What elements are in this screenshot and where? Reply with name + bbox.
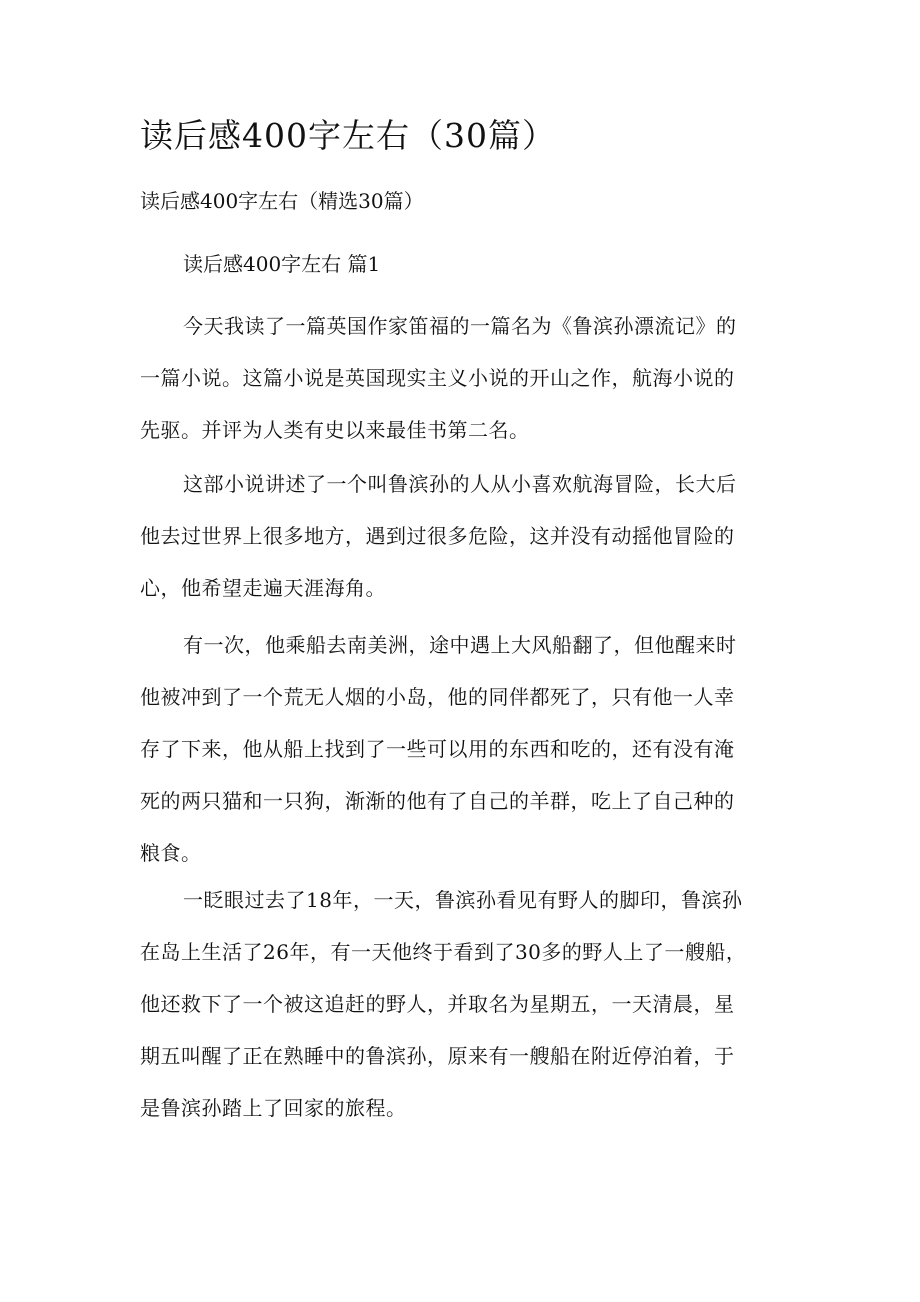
paragraph-line: 在岛上生活了26年，有一天他终于看到了30多的野人上了一艘船， <box>140 940 747 964</box>
paragraph-line: 他还救下了一个被这追赶的野人，并取名为星期五，一天清晨，星 <box>140 992 735 1016</box>
paragraph-line: 他去过世界上很多地方，遇到过很多危险，这并没有动摇他冒险的 <box>140 524 735 548</box>
paragraph-3 <box>140 627 790 887</box>
paragraph-4 <box>140 882 790 1142</box>
paragraph-line: 死的两只猫和一只狗，渐渐的他有了自己的羊群，吃上了自己种的 <box>140 789 735 813</box>
section-heading: 读后感400字左右 篇1 <box>183 252 381 276</box>
document-title: 读后感400字左右（30篇） <box>140 116 556 155</box>
paragraph-line: 粮食。 <box>140 841 202 865</box>
paragraph-line: 心，他希望走遍天涯海角。 <box>140 576 386 600</box>
paragraph-line: 这部小说讲述了一个叫鲁滨孙的人从小喜欢航海冒险，长大后 <box>183 472 737 496</box>
paragraph-line: 一篇小说。这篇小说是英国现实主义小说的开山之作，航海小说的 <box>140 366 735 390</box>
paragraph-line: 今天我读了一篇英国作家笛福的一篇名为《鲁滨孙漂流记》的 <box>183 314 737 338</box>
paragraph-2 <box>140 466 790 622</box>
paragraph-line: 有一次，他乘船去南美洲，途中遇上大风船翻了，但他醒来时 <box>183 633 737 657</box>
document-subtitle: 读后感400字左右（精选30篇） <box>140 189 424 213</box>
paragraph-line: 先驱。并评为人类有史以来最佳书第二名。 <box>140 418 530 442</box>
paragraph-1 <box>140 308 790 464</box>
paragraph-line: 他被冲到了一个荒无人烟的小岛，他的同伴都死了，只有他一人幸 <box>140 685 735 709</box>
paragraph-line: 是鲁滨孙踏上了回家的旅程。 <box>140 1096 407 1120</box>
paragraph-line: 期五叫醒了正在熟睡中的鲁滨孙，原来有一艘船在附近停泊着，于 <box>140 1044 735 1068</box>
paragraph-line: 一眨眼过去了18年，一天，鲁滨孙看见有野人的脚印，鲁滨孙 <box>183 888 743 912</box>
paragraph-line: 存了下来，他从船上找到了一些可以用的东西和吃的，还有没有淹 <box>140 737 735 761</box>
